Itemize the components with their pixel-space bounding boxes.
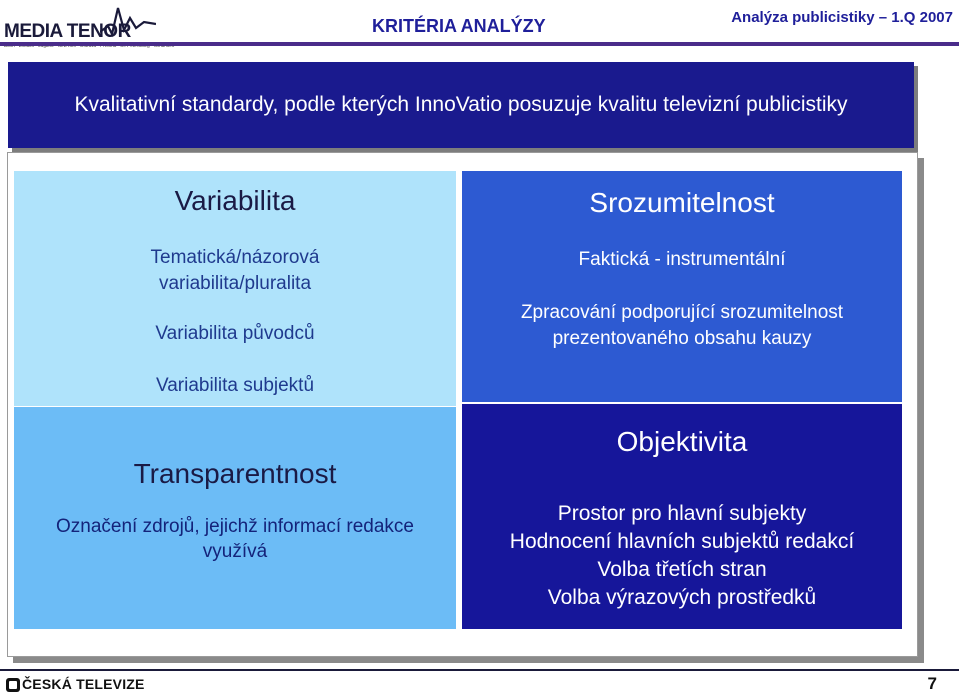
transparentnost-heading: Transparentnost — [133, 458, 337, 489]
srozumitelnost-item: Faktická - instrumentální — [578, 249, 786, 270]
footer-logo-text: ČESKÁ TELEVIZE — [22, 676, 145, 692]
header — [0, 0, 959, 60]
srozumitelnost-heading: Srozumitelnost — [589, 187, 775, 218]
subtitle-banner — [8, 62, 914, 148]
objektivita-item: Volba výrazových prostředků — [547, 586, 817, 609]
objektivita-heading: Objektivita — [616, 426, 748, 457]
logo-wave-icon — [100, 4, 156, 40]
banner-text: Kvalitativní standardy, podle kterých InnoVatio posuzuje kvalitu televizní publicistiky — [74, 93, 848, 116]
objektivita-item: Hodnocení hlavních subjektů redakcí — [509, 530, 855, 553]
ceska-televize-logo-icon — [6, 678, 20, 692]
variabilita-item: Variabilita subjektů — [155, 375, 315, 396]
header-divider — [0, 42, 959, 46]
footer-divider — [0, 669, 959, 671]
slide-title: KRITÉRIA ANALÝZY — [372, 16, 546, 36]
srozumitelnost-box — [462, 171, 902, 402]
transparentnost-box — [14, 407, 456, 629]
transparentnost-item: Označení zdrojů, jejichž informací redakce využívá — [56, 516, 414, 562]
variabilita-box — [14, 171, 456, 406]
variabilita-heading: Variabilita — [174, 185, 296, 216]
objektivita-list — [462, 500, 902, 612]
variabilita-item: Variabilita původců — [155, 323, 315, 344]
analysis-title: Analýza publicistiky – 1.Q 2007 — [731, 9, 953, 26]
objektivita-item: Volba třetích stran — [597, 558, 767, 581]
logo-name: MEDIA TENOR — [4, 21, 131, 42]
srozumitelnost-item: Zpracování podporující srozumitelnost prezentovaného obsahu kauzy — [520, 302, 844, 349]
objektivita-item: Prostor pro hlavní subjekty — [557, 502, 807, 525]
page-number: 7 — [927, 674, 937, 693]
variabilita-item: Tematická/názorová variabilita/pluralita — [150, 247, 320, 294]
objektivita-box — [462, 404, 902, 629]
